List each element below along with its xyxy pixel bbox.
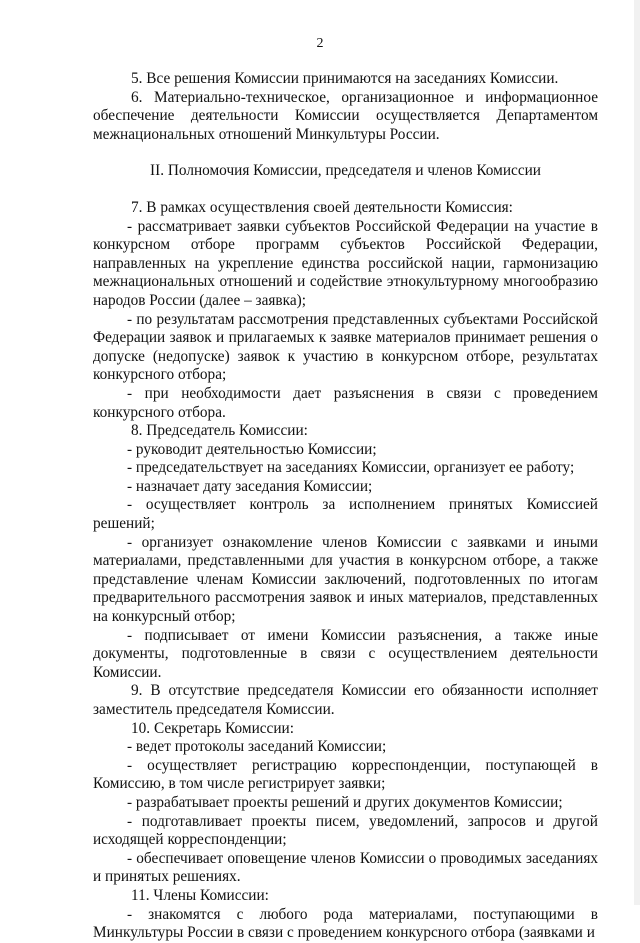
paragraph-8-intro: 8. Председатель Комиссии: [131,422,308,440]
paragraph-9: 9. В отсутствие председателя Комиссии его обязанности исполняет заместитель председателя Комиссии. [93,682,598,718]
list-item: - руководит деятельностью Комиссии; [127,440,377,458]
list-item: - подписывает от имени Комиссии разъяснения, а также иные документы, подготовленные в связи с осуществлением деятельности Комиссии. [93,626,598,681]
page-edge-shadow [634,0,640,905]
paragraph-7-intro: 7. В рамках осуществления своей деятельности Комиссия: [131,198,513,216]
list-item: - осуществляет контроль за исполнением принятых Комиссией решений; [93,496,598,533]
list-item: - ведет протоколы заседаний Комиссии; [127,738,387,756]
list-item: - рассматривает заявки субъектов Российской Федерации на участие в конкурсном отборе программ субъектов Российской Федерации, направленных на укрепление единства российской нации, гармонизацию межнациональных отношений и содействие этнокультурному многообразию народов России (далее – заявка); [93,217,598,309]
page-number: 2 [316,36,324,51]
list-item: - по результатам рассмотрения представленных субъектами Российской Федерации заявок и прилагаемых к заявке материалов принимает решения о допуске (недопуске) заявок к участию в конкурсном отборе, результатах конкурсного отбора; [93,310,598,384]
list-item: - председательствует на заседаниях Комиссии, организует ее работу; [127,459,575,477]
list-item: - осуществляет регистрацию корреспонденции, поступающей в Комиссию, в том числе регистрирует заявки; [93,756,598,793]
list-item: - разрабатывает проекты решений и других документов Комиссии; [127,793,563,811]
list-item: - назначает дату заседания Комиссии; [127,477,373,495]
paragraph-6: 6. Материально-техническое, организационное и информационное обеспечение деятельности Комиссии осуществляется Департаментом межнациональных отношений Минкультуры России. [93,88,598,143]
paragraph-10-intro: 10. Секретарь Комиссии: [131,719,294,737]
list-item: - организует ознакомление членов Комиссии с заявками и иными материалами, представленными для участия в конкурсном отборе, а также представление членам Комиссии заключений, подготовленных по итогам предварительного рассмотрения заявок и иных материалов, представленных на конкурсный отбор; [93,533,598,626]
list-item: - при необходимости дает разъяснения в связи с проведением конкурсного отбора. [93,384,598,421]
section-heading: II. Полномочия Комиссии, председателя и членов Комиссии [150,162,541,180]
paragraph-11-intro: 11. Члены Комиссии: [131,886,269,904]
paragraph-5: 5. Все решения Комиссии принимаются на заседаниях Комиссии. [131,70,559,87]
list-item: - знакомятся с любого рода материалами, поступающими в Минкультуры России в связи с проведением конкурсного отбора (заявками и [93,905,598,942]
list-item: - подготавливает проекты писем, уведомлений, запросов и другой исходящей корреспонденции; [93,812,598,849]
list-item: - обеспечивает оповещение членов Комиссии о проводимых заседаниях и принятых решениях. [93,849,598,886]
document-body [93,70,598,943]
